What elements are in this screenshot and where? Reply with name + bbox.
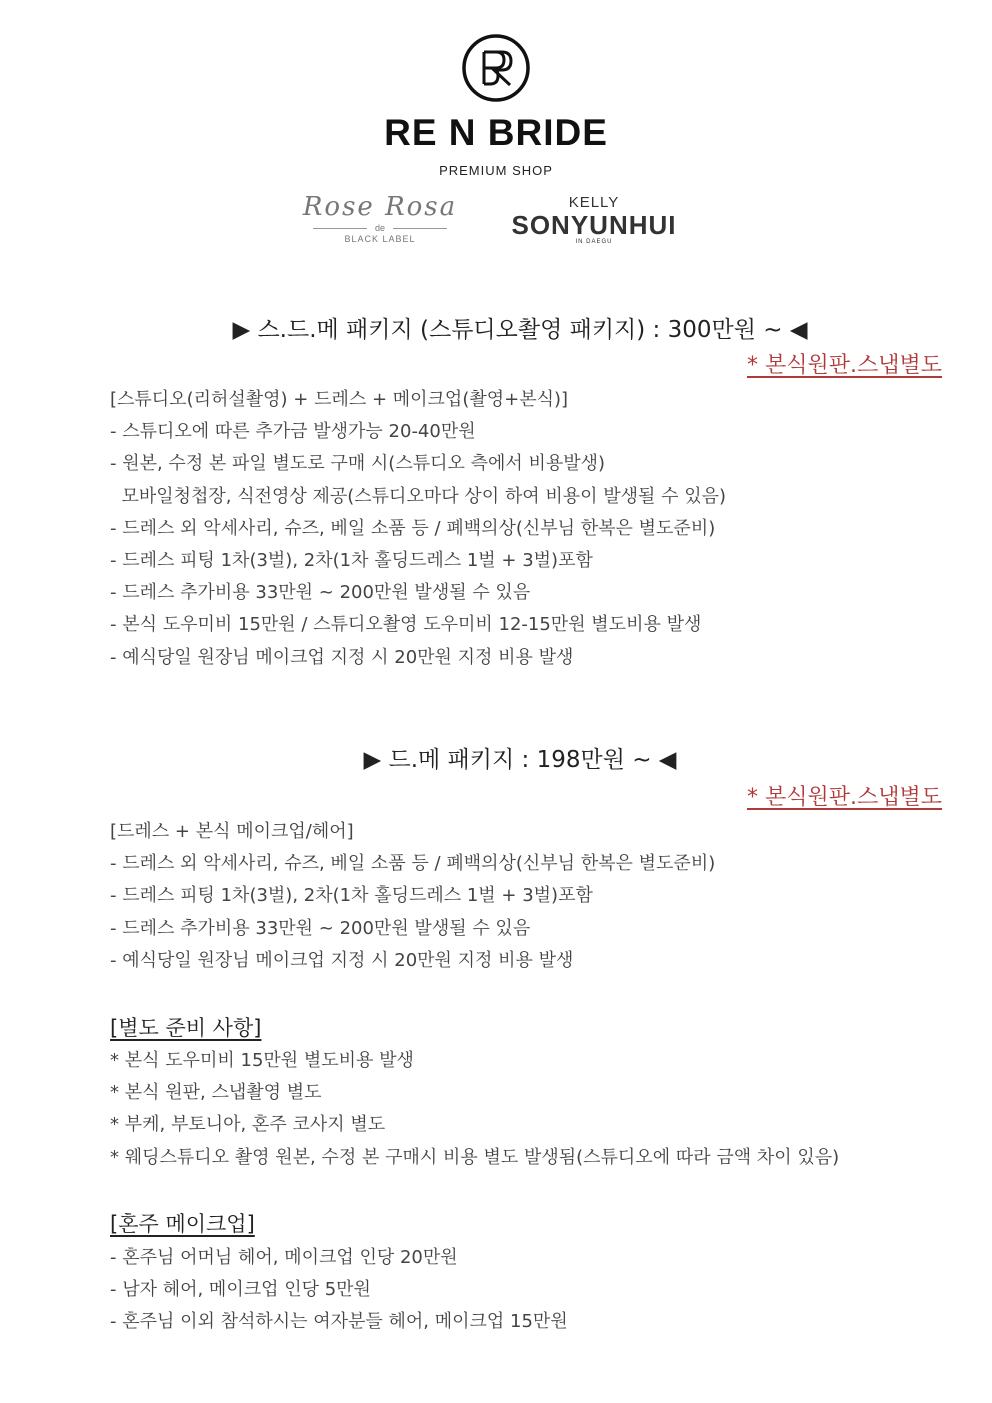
package2-note: * 본식원판.스냅별도 [746,785,942,810]
package1-title: ▶ 스.드.메 패키지 (스튜디오촬영 패키지) : 300만원 ~ ◀ [232,317,808,343]
partner-kelly-line1: KELLY [568,194,620,211]
list-item: - 본식 도우미비 15만원 / 스튜디오촬영 도우미비 12-15만원 별도비용 발생 [110,614,702,636]
parents-list [110,1242,568,1339]
list-item: - 혼주님 이외 참석하시는 여자분들 헤어, 메이크업 15만원 [110,1311,568,1333]
list-item: * 웨딩스튜디오 촬영 원본, 수정 본 구매시 비용 별도 발생됨(스튜디오에 따라 금액 차이 있음) [110,1146,840,1168]
list-item: - 예식당일 원장님 메이크업 지정 시 20만원 지정 비용 발생 [110,646,574,668]
list-item: - 남자 헤어, 메이크업 인당 5만원 [110,1279,371,1301]
package2-title: ▶ 드.메 패키지 : 198만원 ~ ◀ [363,747,677,773]
partner-kelly-line2: SONYUNHUI [511,210,677,240]
partner-rose-rosa-divider [300,222,460,234]
list-item: - 원본, 수정 본 파일 별도로 구매 시(스튜디오 측에서 비용발생) [110,453,606,475]
partner-logo-rose-rosa [300,192,460,244]
partner-logo-kelly-sonyunhui [496,194,692,245]
list-item: - 드레스 추가비용 33만원 ~ 200만원 발생될 수 있음 [110,582,531,604]
extra-heading: [별도 준비 사항] [110,1016,262,1040]
brand-name: RE N BRIDE [384,112,608,153]
parents-heading: [혼주 메이크업] [110,1212,255,1236]
list-item: [스튜디오(리허설촬영) + 드레스 + 메이크업(촬영+본식)] [110,389,569,410]
list-item: * 본식 도우미비 15만원 별도비용 발생 [110,1050,414,1071]
partner-rose-rosa-sub: BLACK LABEL [344,234,416,244]
list-item: * 본식 원판, 스냅촬영 별도 [110,1082,322,1104]
list-item: - 드레스 피팅 1차(3벌), 2차(1차 홀딩드레스 1벌 + 3벌)포함 [110,550,593,572]
package1-note: * 본식원판.스냅별도 [746,353,942,378]
rnb-emblem-icon [460,32,532,104]
partner-rose-rosa-name: Rose Rosa [302,192,458,222]
list-item: 모바일청첩장, 식전영상 제공(스튜디오마다 상이 하여 비용이 발생될 수 있음) [110,485,727,507]
package2-list [110,816,715,977]
package1-list [110,384,726,674]
list-item: - 혼주님 어머님 헤어, 메이크업 인당 20만원 [110,1247,458,1268]
divider [393,228,447,229]
list-item: - 드레스 외 악세사리, 슈즈, 베일 소품 등 / 폐백의상(신부님 한복은 별도준비) [110,517,716,539]
extra-list [110,1045,839,1174]
partner-kelly-line3: IN DAEGU [575,239,613,245]
list-item: - 드레스 피팅 1차(3벌), 2차(1차 홀딩드레스 1벌 + 3벌)포함 [110,885,593,907]
list-item: [드레스 + 본식 메이크업/헤어] [110,821,354,842]
list-item: - 드레스 추가비용 33만원 ~ 200만원 발생될 수 있음 [110,917,531,939]
list-item: * 부케, 부토니아, 혼주 코사지 별도 [110,1114,386,1136]
partner-rose-rosa-de: de [374,223,385,233]
brand-tagline: PREMIUM SHOP [439,163,553,178]
list-item: - 예식당일 원장님 메이크업 지정 시 20만원 지정 비용 발생 [110,949,574,971]
list-item: - 스튜디오에 따른 추가금 발생가능 20-40만원 [110,421,476,443]
divider [313,228,367,229]
list-item: - 드레스 외 악세사리, 슈즈, 베일 소품 등 / 폐백의상(신부님 한복은 별도준비) [110,853,716,875]
logo [0,32,992,104]
